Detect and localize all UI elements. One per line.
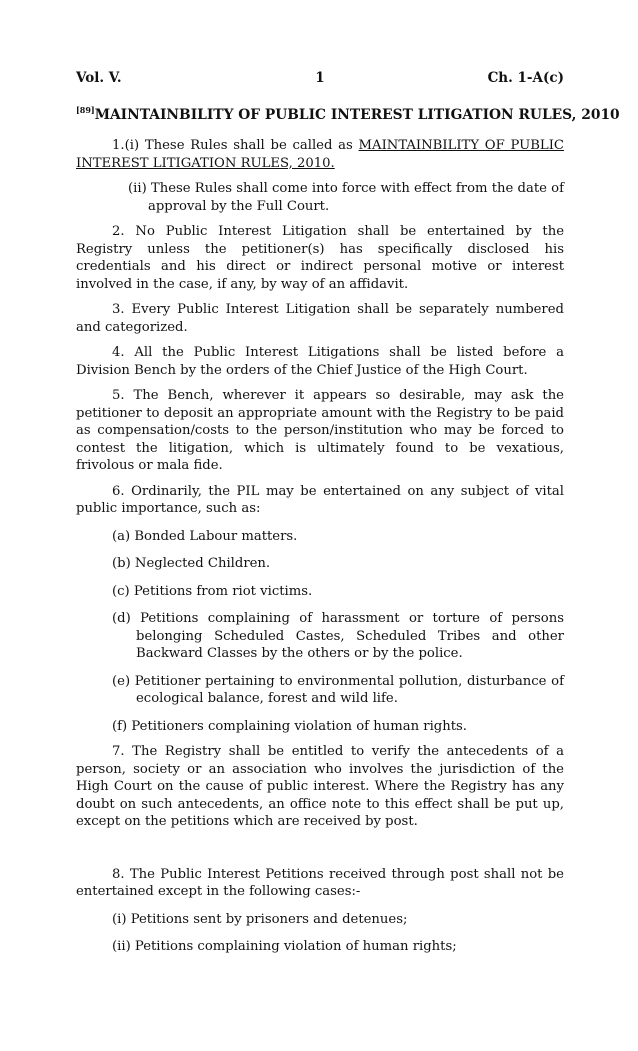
rule-8-item-ii: (ii) Petitions complaining violation of human rights;: [112, 939, 457, 954]
page-header: [76, 70, 564, 88]
rule-7: 7. The Registry shall be entitled to verify the antecedents of a person, society or an association who involves the jurisdiction of the High Court on the cause of public interest. Where the Registry has any doubt on such antecedents, an office note to this effect shall be put up, except on the petitions which are received by post.: [76, 744, 564, 829]
document-page: [76, 70, 620, 956]
chapter-label: Ch. 1-A(c): [487, 70, 564, 86]
rule-8: 8. The Public Interest Petitions received through post shall not be entertained except in the following cases:-: [76, 866, 564, 899]
rule-6-item-a: (a) Bonded Labour matters.: [112, 528, 298, 544]
rule-8-item-i: (i) Petitions sent by prisoners and detenues;: [112, 911, 408, 927]
page-number: 1: [315, 70, 325, 86]
rule-1-lead: 1.(i) These Rules shall be called as: [112, 138, 359, 153]
title-text: MAINTAINBILITY OF PUBLIC INTEREST LITIGATION RULES, 2010: [94, 106, 620, 123]
rule-4: 4. All the Public Interest Litigations shall be listed before a Division Bench by the orders of the Chief Justice of the High Court.: [76, 345, 564, 378]
rule-3: 3. Every Public Interest Litigation shall be separately numbered and categorized.: [76, 302, 564, 335]
rule-6-item-c: (c) Petitions from riot victims.: [112, 583, 313, 599]
volume-label: Vol. V.: [76, 70, 122, 86]
rules-name: MAINTAINBILITY OF PUBLIC INTEREST LITIGATION RULES, 2010.: [76, 138, 564, 171]
rule-6-item-f: (f) Petitioners complaining violation of human rights.: [112, 718, 467, 734]
rule-6-item-d: (d) Petitions complaining of harassment or torture of persons belonging Scheduled Castes, Scheduled Tribes and other Backward Classes by the others or by the police.: [112, 611, 564, 661]
rule-6-item-e: (e) Petitioner pertaining to environmental pollution, disturbance of ecological balance, forest and wild life.: [112, 673, 564, 706]
footnote-marker: [89]: [76, 104, 95, 115]
rule-6: 6. Ordinarily, the PIL may be entertained on any subject of vital public importance, such as:: [76, 483, 564, 516]
document-title: [76, 102, 620, 125]
rule-2: 2. No Public Interest Litigation shall be entertained by the Registry unless the petitioner(s) has specifically disclosed his credentials and his direct or indirect personal motive or interest involved in the case, if any, by way of an affidavit.: [76, 224, 564, 292]
rule-5: 5. The Bench, wherever it appears so desirable, may ask the petitioner to deposit an appropriate amount with the Registry to be paid as compensation/costs to the person/institution who may be forced to contest the litigation, which is ultimately found to be vexatious, frivolous or mala fide.: [76, 388, 564, 473]
rule-1-ii: (ii) These Rules shall come into force with effect from the date of approval by the Full Court.: [128, 181, 564, 214]
rule-6-item-b: (b) Neglected Children.: [112, 556, 271, 571]
rule-1: [76, 137, 564, 172]
